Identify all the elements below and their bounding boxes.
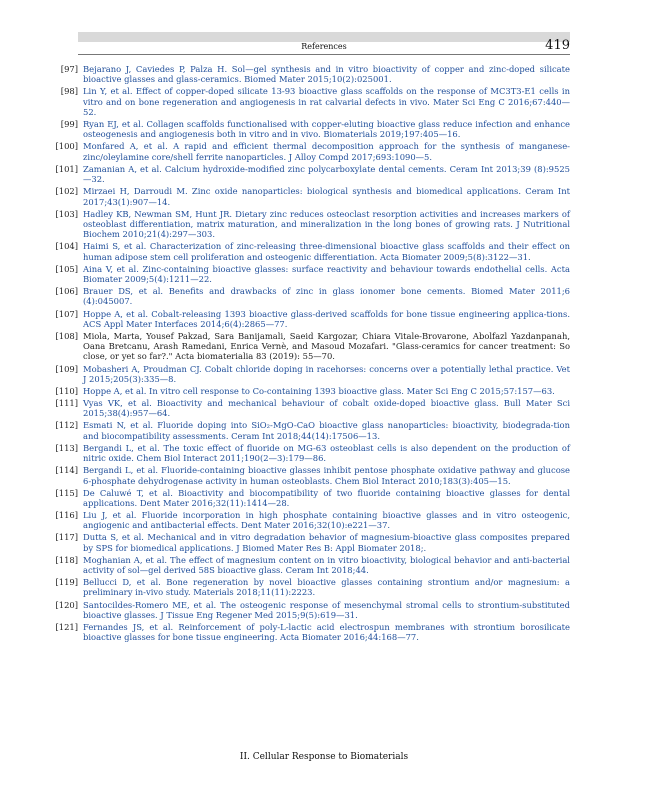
reference-entry <box>38 488 570 509</box>
running-header <box>78 32 570 55</box>
reference-entry <box>38 600 570 621</box>
reference-link[interactable]: Zamanian A, et al. Calcium hydroxide-modified zinc polycarboxylate dental cements. Ceram Int 2013;39 (8):9525—32. <box>83 163 570 185</box>
reference-text: Miola, Marta, Yousef Pakzad, Sara Banijamali, Saeid Kargozar, Chiara Vitale-Brovarone, Abolfazl Yazdanpanah, Oana Bretcanu, Arash Ramedani, Enrica Vernè, and Masoud Mozafari. "Glass-ceramics for cancer treatment: So close, or yet so far?." Acta biomaterialia 83 (2019): 55—70. <box>83 330 570 362</box>
reference-entry <box>38 186 570 207</box>
reference-number: [98] <box>60 86 78 97</box>
reference-link[interactable]: Vyas VK, et al. Bioactivity and mechanical behaviour of cobalt oxide-doped bioactive glass. Bull Mater Sci 2015;38(4):957—64. <box>83 398 570 419</box>
reference-list <box>38 64 570 644</box>
header-bar <box>78 32 570 42</box>
reference-number: [97] <box>60 64 78 74</box>
reference-link[interactable]: Bellucci D, et al. Bone regeneration by novel bioactive glasses containing strontium and/or magnesium: a preliminary in-vivo study. Materials 2018;11(11):2223. <box>83 577 570 598</box>
reference-number: [101] <box>55 163 78 174</box>
reference-number: [111] <box>55 398 78 409</box>
reference-number: [117] <box>55 532 78 543</box>
reference-link[interactable]: Mobasheri A, Proudman CJ. Cobalt chloride doping in racehorses: concerns over a potentially lethal practice. Vet J 2015;205(3):335—8. <box>83 363 570 384</box>
reference-entry <box>38 622 570 643</box>
reference-link[interactable]: Fernandes JS, et al. Reinforcement of poly-L-lactic acid electrospun membranes with strontium borosilicate bioactive glasses for bone tissue engineering. Acta Biomater 2016;44:168—77. <box>83 621 570 643</box>
reference-link[interactable]: Bejarano J, Caviedes P, Palza H. Sol—gel synthesis and in vitro bioactivity of copper and zinc-doped silicate bioactive glasses and glass-ceramics. Biomed Mater 2015;10(2):025001. <box>83 64 570 85</box>
reference-number: [109] <box>55 363 78 374</box>
reference-link[interactable]: Hadley KB, Newman SM, Hunt JR. Dietary zinc reduces osteoclast resorption activities and increases markers of osteoblast differentiation, matrix maturation, and mineralization in the long bones of growing rats. J Nutritional Biochem 2010;21(4):297—303. <box>83 208 570 240</box>
reference-number: [108] <box>55 330 78 341</box>
reference-entry <box>38 364 570 385</box>
reference-number: [106] <box>55 286 78 297</box>
reference-entry <box>38 309 570 330</box>
reference-number: [113] <box>55 442 78 453</box>
reference-number: [112] <box>55 420 78 431</box>
reference-entry <box>38 119 570 140</box>
reference-entry <box>38 331 570 362</box>
reference-number: [121] <box>55 621 78 632</box>
reference-number: [103] <box>55 208 78 219</box>
reference-number: [110] <box>55 385 78 396</box>
reference-link[interactable]: Dutta S, et al. Mechanical and in vitro degradation behavior of magnesium-bioactive glass composites prepared by SPS for biomedical applications. J Biomed Mater Res B: Appl Biomater 2018;. <box>83 532 570 553</box>
reference-link[interactable]: Hoppe A, et al. Cobalt-releasing 1393 bioactive glass-derived scaffolds for bone tissue engineering applica-tions. ACS Appl Mater Interfaces 2014;6(4):2865—77. <box>83 308 570 329</box>
reference-entry <box>38 443 570 464</box>
reference-link[interactable]: Brauer DS, et al. Benefits and drawbacks of zinc in glass ionomer bone cements. Biomed Mater 2011;6 (4):045007. <box>83 286 570 307</box>
reference-number: [105] <box>55 263 78 274</box>
reference-number: [107] <box>55 308 78 319</box>
reference-entry <box>38 86 570 117</box>
reference-number: [115] <box>55 487 78 498</box>
reference-link[interactable]: Bergandi L, et al. Fluoride-containing bioactive glasses inhibit pentose phosphate oxidative pathway and glucose 6-phosphate dehydrogenase activity in human osteoblasts. Chem Biol Interact 2010;183(3):405—15. <box>83 465 570 486</box>
reference-link[interactable]: Liu J, et al. Fluoride incorporation in high phosphate containing bioactive glasses and in vitro osteogenic, angiogenic and antibacterial effects. Dent Mater 2016;32(10):e221—37. <box>83 510 570 531</box>
reference-entry <box>38 141 570 162</box>
reference-link[interactable]: Lin Y, et al. Effect of copper-doped silicate 13-93 bioactive glass scaffolds on the response of MC3T3-E1 cells in vitro and on bone regeneration and angiogenesis in rat calvarial defects in vivo. Mater Sci Eng C 2016;67:440—52. <box>83 86 570 117</box>
footer-section-title: II. Cellular Response to Biomaterials <box>239 752 409 762</box>
reference-link[interactable]: Hoppe A, et al. In vitro cell response to Co-containing 1393 bioactive glass. Mater Sci Eng C 2015;57:157—63. <box>83 385 555 396</box>
reference-entry <box>38 465 570 486</box>
reference-link[interactable]: Haimi S, et al. Characterization of zinc-releasing three-dimensional bioactive glass scaffolds and their effect on human adipose stem cell proliferation and osteogenic differentiation. Acta Biomater 2009;5(8):3122—31. <box>83 241 570 262</box>
reference-entry <box>38 286 570 307</box>
reference-number: [118] <box>55 554 78 565</box>
reference-link[interactable]: Aina V, et al. Zinc-containing bioactive glasses: surface reactivity and behaviour towards endothelial cells. Acta Biomater 2009;5(4):1211—22. <box>83 263 570 285</box>
reference-entry <box>38 64 570 85</box>
reference-number: [104] <box>55 241 78 252</box>
reference-entry <box>38 420 570 441</box>
reference-entry <box>38 555 570 576</box>
reference-entry <box>38 510 570 531</box>
reference-entry <box>38 264 570 285</box>
reference-number: [120] <box>55 599 78 610</box>
reference-entry <box>38 577 570 598</box>
reference-link[interactable]: Santocildes-Romero ME, et al. The osteogenic response of mesenchymal stromal cells to strontium-substituted bioactive glasses. J Tissue Eng Regener Med 2015;9(5):619—31. <box>83 599 570 620</box>
reference-link[interactable]: Esmati N, et al. Fluoride doping into SiO₂-MgO-CaO bioactive glass nanoparticles: bioactivity, biodegrada-tion and biocompatibility assessments. Ceram Int 2018;44(14):17506—13. <box>83 420 570 441</box>
page-number: 419 <box>545 38 570 53</box>
reference-link[interactable]: Moghanian A, et al. The effect of magnesium content on in vitro bioactivity, biological behavior and anti-bacterial activity of sol—gel derived 58S bioactive glass. Ceram Int 2018;44. <box>83 554 570 576</box>
reference-entry <box>38 164 570 185</box>
reference-number: [99] <box>60 119 78 130</box>
reference-entry <box>38 386 570 396</box>
reference-number: [100] <box>55 141 78 152</box>
reference-number: [114] <box>55 465 78 476</box>
reference-entry <box>38 398 570 419</box>
reference-entry <box>38 241 570 262</box>
reference-link[interactable]: Ryan EJ, et al. Collagen scaffolds functionalised with copper-eluting bioactive glass reduce infection and enhance osteogenesis and angiogenesis both in vitro and in vivo. Biomaterials 2019;197:405—16. <box>83 119 570 140</box>
reference-link[interactable]: Bergandi L, et al. The toxic effect of fluoride on MG-63 osteoblast cells is also dependent on the production of nitric oxide. Chem Biol Interact 2011;190(2—3):179—86. <box>83 442 570 464</box>
header-title: References <box>301 42 347 51</box>
reference-entry <box>38 532 570 553</box>
reference-number: [119] <box>55 577 78 588</box>
reference-link[interactable]: Mirzaei H, Darroudi M. Zinc oxide nanoparticles: biological synthesis and biomedical applications. Ceram Int 2017;43(1):907—14. <box>83 186 570 207</box>
reference-number: [116] <box>55 510 78 521</box>
reference-link[interactable]: De Caluwé T, et al. Bioactivity and biocompatibility of two fluoride containing bioactive glasses for dental applications. Dent Mater 2016;32(11):1414—28. <box>83 487 570 508</box>
reference-number: [102] <box>55 186 78 197</box>
reference-entry <box>38 209 570 240</box>
reference-link[interactable]: Monfared A, et al. A rapid and efficient thermal decomposition approach for the synthesis of manganese-zinc/oleylamine core/shell ferrite nanoparticles. J Alloy Compd 2017;693:1090—5. <box>83 141 570 162</box>
